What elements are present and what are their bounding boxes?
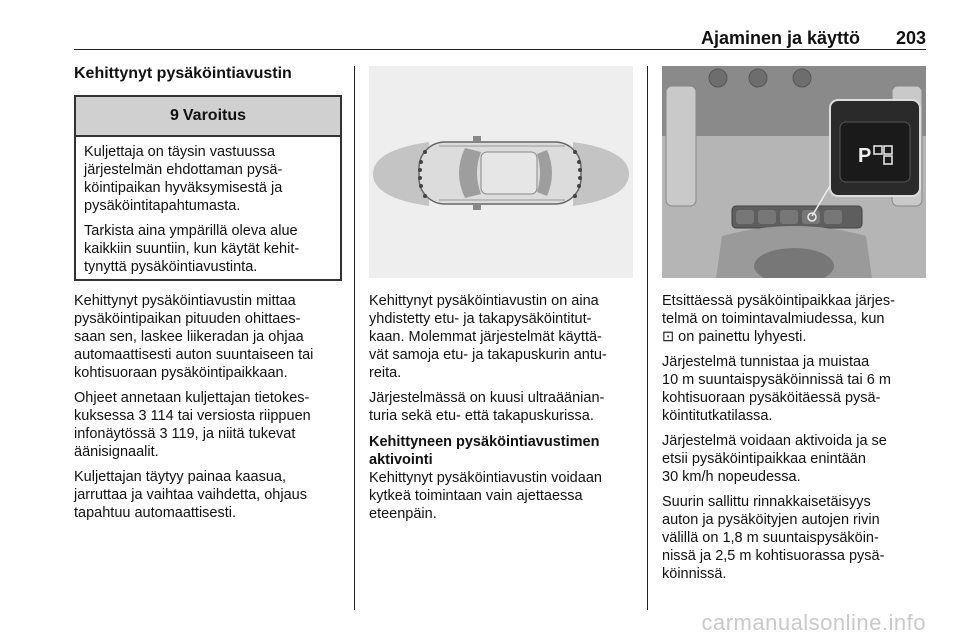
body-paragraph: Suurin sallittu rinnakkaisetäisyys auton ja pysäköityjen autojen rivin välillä on 1,8 m suuntaispysäköin- nissä ja 2,5 m kohtisuorassa pysä- köinnissä. — [662, 494, 885, 582]
section-title: Kehittynyt pysäköintiavustin — [74, 65, 292, 82]
warning-body — [76, 137, 340, 276]
column-1-text — [74, 292, 344, 529]
warning-paragraph: Kuljettaja on täysin vastuussa järjestelmän ehdottaman pysä- köintipaikan hyväksymisestä ja pysäköintitapahtumasta. — [84, 144, 283, 214]
subheading: Kehittyneen pysäköintiavustimen aktivointi — [369, 434, 600, 468]
warning-paragraph: Tarkista aina ympärillä oleva alue kaikkiin suuntiin, kun käytät kehit- tynyttä pysäköintiavustinta. — [84, 223, 300, 275]
body-paragraph: Ohjeet annetaan kuljettajan tietokes- kuksessa 3 114 tai versiosta riippuen infonäytössä 3 119, ja niitä tukevat äänisignaalit. — [74, 390, 311, 460]
body-paragraph: Kuljettajan täytyy painaa kaasua, jarruttaa ja vaihtaa vaihdetta, ohjaus tapahtuu automaattisesti. — [74, 469, 307, 521]
watermark: carmanualsonline.info — [701, 610, 926, 635]
warning-header — [76, 97, 340, 137]
warning-icon: 9 — [169, 107, 179, 124]
header-title: Ajaminen ja käyttö — [700, 28, 860, 48]
svg-text:P: P — [858, 145, 872, 167]
column-divider-right — [647, 66, 648, 610]
body-paragraph: Kehittynyt pysäköintiavustin voidaan kytkeä toimintaan vain ajettaessa eteenpäin. — [369, 470, 602, 522]
body-paragraph: Järjestelmä tunnistaa ja muistaa 10 m suuntaispysäköinnissä tai 6 m kohtisuoraan pysäköitäessä pysä- köintitutkatilassa. — [662, 354, 891, 424]
center-console-illustration — [662, 66, 926, 278]
car-sensor-illustration — [369, 66, 633, 278]
column-divider-left — [354, 66, 355, 610]
page-header — [74, 28, 926, 50]
warning-box — [74, 95, 342, 281]
page-number: 203 — [895, 28, 926, 48]
column-3-text — [662, 292, 930, 590]
body-paragraph: Kehittynyt pysäköintiavustin on aina yhdistetty etu- ja takapysäköintitut- kaan. Molemmat järjestelmät käyttä- vät samoja etu- ja takapuskurin antu- reita. — [369, 293, 607, 381]
body-paragraph: Kehittynyt pysäköintiavustin mittaa pysäköintipaikan pituuden ohittaes- saan sen, laskee liikeradan ja ohjaa automaattisesti auton suuntaiseen tai kohtisuoraan pysäköintipaikkaan. — [74, 293, 314, 381]
body-paragraph: Etsittäessä pysäköintipaikkaa järjes- telmä on toimintavalmiudessa, kun ⊡ on painettu lyhyesti. — [662, 293, 895, 345]
warning-title: Varoitus — [182, 107, 247, 124]
body-paragraph: Järjestelmä voidaan aktivoida ja se etsii pysäköintipaikkaa enintään 30 km/h nopeudessa. — [662, 433, 887, 485]
body-paragraph: Järjestelmässä on kuusi ultraäänian- turia sekä etu- että takapuskurissa. — [369, 390, 605, 424]
column-2-text — [369, 292, 634, 530]
